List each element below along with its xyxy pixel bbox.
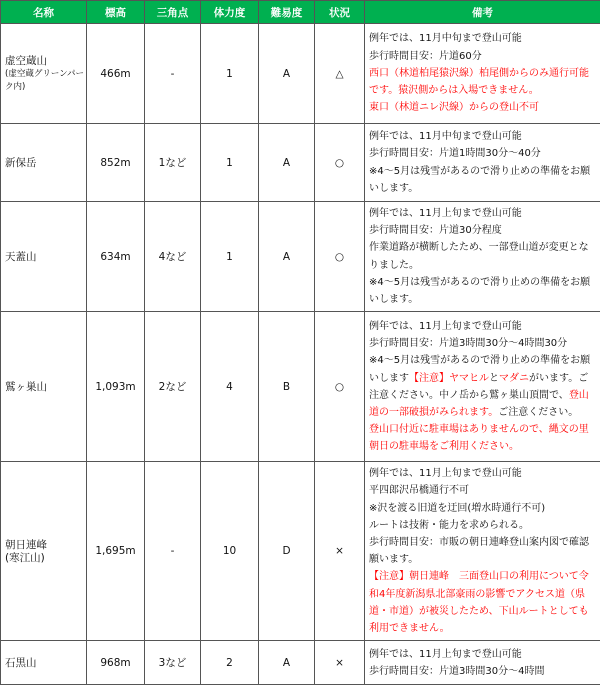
table-row <box>1 641 600 685</box>
note-line: 例年では、11月上旬まで登山可能 <box>369 208 522 219</box>
header-status: 状況 <box>315 1 365 24</box>
table-row <box>1 202 600 312</box>
stamina-cell: 2 <box>201 641 259 685</box>
status-cell: ○ <box>315 312 365 462</box>
header-elevation: 標高 <box>87 1 145 24</box>
status-cell: ○ <box>315 124 365 202</box>
difficulty-cell: A <box>259 202 315 312</box>
notes-cell <box>365 312 600 462</box>
elevation-cell: 1,093m <box>87 312 145 462</box>
notes-cell <box>365 641 600 685</box>
note-line: 歩行時間目安：片道1時間30分～40分 <box>369 148 541 160</box>
mountain-name: 朝日連峰 <box>5 539 47 552</box>
triangulation-cell: 1など <box>145 124 201 202</box>
triangulation-cell: 2など <box>145 312 201 462</box>
stamina-cell: 4 <box>201 312 259 462</box>
note-line: 歩行時間目安：市販の朝日連峰登山案内図で確認願います。 <box>369 537 589 566</box>
mountain-name-cell <box>1 641 87 685</box>
note-line: 歩行時間目安：片道3時間30分～4時間30分 <box>369 338 568 350</box>
notes-cell <box>365 124 600 202</box>
difficulty-cell: B <box>259 312 315 462</box>
mountain-name: 石黒山 <box>5 657 37 670</box>
stamina-cell: 1 <box>201 202 259 312</box>
stamina-cell: 10 <box>201 462 259 641</box>
note-warning: 【注意】 <box>409 372 449 384</box>
note-line: ※4～5月は残雪があるので滑り止めの準備をお願いします。 <box>369 165 591 194</box>
note-line: 作業道路が横断したため、一部登山道が変更となりました。 <box>369 242 589 271</box>
stamina-cell: 1 <box>201 24 259 124</box>
note-line: 例年では、11月上旬まで登山可能 <box>369 648 522 660</box>
note-line: ※4～5月は残雪があるので滑り止めの準備をお願いします <box>369 355 591 384</box>
status-cell: ○ <box>315 202 365 312</box>
header-triangulation: 三角点 <box>145 1 201 24</box>
note-warning: 東口（林道ニレ沢線）からの登山不可 <box>369 102 539 114</box>
note-line: 歩行時間目安：片道3時間30分～4時間 <box>369 665 545 677</box>
mountain-name-sub: (寒江山) <box>5 552 45 565</box>
triangulation-cell: - <box>145 462 201 641</box>
difficulty-cell: A <box>259 24 315 124</box>
note-line: ご注意ください。 <box>498 406 579 418</box>
note-line: 例年では、11月上旬まで登山可能 <box>369 468 522 480</box>
note-warning: 西口（林道柏尾猿沢線）柏尾側からのみ通行可能です。猿沢側からは入場できません。 <box>369 67 589 97</box>
note-warning: 登山道の一部破損がみられます。 <box>369 389 589 418</box>
note-line: 歩行時間目安：片道60分 <box>369 50 482 62</box>
elevation-cell: 634m <box>87 202 145 312</box>
elevation-cell: 466m <box>87 24 145 124</box>
note-line: 例年では、11月中旬まで登山可能 <box>369 131 522 143</box>
note-line: 例年では、11月中旬まで登山可能 <box>369 33 522 45</box>
triangulation-cell: 3など <box>145 641 201 685</box>
header-name: 名称 <box>1 1 87 24</box>
elevation-cell: 968m <box>87 641 145 685</box>
note-line: がいます。 <box>529 372 579 384</box>
difficulty-cell: A <box>259 124 315 202</box>
note-warning: 【注意】朝日連峰 三面登山口の利用について令和4年度新潟県北部豪雨の影響でアクセス道（県道・市道）が被災したため、下山ルートとしても利用できません。 <box>369 571 589 635</box>
mountain-name-sub: (虚空蔵グリーンパーク内) <box>5 69 85 92</box>
table-row <box>1 24 600 124</box>
header-difficulty: 難易度 <box>259 1 315 24</box>
note-line: ご注意ください。中ノ岳から鷲ヶ巣山頂間で、 <box>369 372 589 401</box>
header-notes: 備考 <box>365 1 600 24</box>
note-warning: 登山口付近に駐車場はありませんので、縄文の里朝日の駐車場をご利用ください。 <box>369 424 589 453</box>
note-line: ※沢を渡る旧道を迂回(増水時通行不可) <box>369 502 546 514</box>
triangulation-cell: 4など <box>145 202 201 312</box>
status-cell: △ <box>315 24 365 124</box>
mountain-name-cell <box>1 312 87 462</box>
note-warning: ヤマヒル <box>449 372 489 384</box>
table-row <box>1 312 600 462</box>
elevation-cell: 852m <box>87 124 145 202</box>
note-line: ※4～5月は残雪があるので滑り止めの準備をお願いします。 <box>369 276 591 306</box>
table-header-row <box>1 1 600 24</box>
mountain-name-cell <box>1 462 87 641</box>
note-warning: マダニ <box>499 372 529 384</box>
status-cell: × <box>315 462 365 641</box>
note-line: と <box>489 372 499 384</box>
mountain-name: 新保岳 <box>5 157 37 169</box>
note-line: 平四郎沢吊橋通行不可 <box>369 485 469 497</box>
table-row <box>1 124 600 202</box>
mountain-name-cell <box>1 124 87 202</box>
difficulty-cell: D <box>259 462 315 641</box>
notes-cell <box>365 202 600 312</box>
mountain-name: 天蓋山 <box>5 251 37 264</box>
mountain-name: 鷲ヶ巣山 <box>5 381 47 394</box>
notes-cell <box>365 24 600 124</box>
note-line: 例年では、11月上旬まで登山可能 <box>369 320 522 332</box>
stamina-cell: 1 <box>201 124 259 202</box>
elevation-cell: 1,695m <box>87 462 145 641</box>
difficulty-cell: A <box>259 641 315 685</box>
notes-cell <box>365 462 600 641</box>
header-stamina: 体力度 <box>201 1 259 24</box>
triangulation-cell: - <box>145 24 201 124</box>
note-line: ルートは技術・能力を求められる。 <box>369 519 529 531</box>
mountain-name-cell <box>1 202 87 312</box>
table-row <box>1 462 600 641</box>
note-line: 歩行時間目安：片道30分程度 <box>369 225 502 237</box>
mountain-name-cell <box>1 24 87 124</box>
status-cell: × <box>315 641 365 685</box>
mountain-name: 虚空蔵山 <box>5 55 47 67</box>
